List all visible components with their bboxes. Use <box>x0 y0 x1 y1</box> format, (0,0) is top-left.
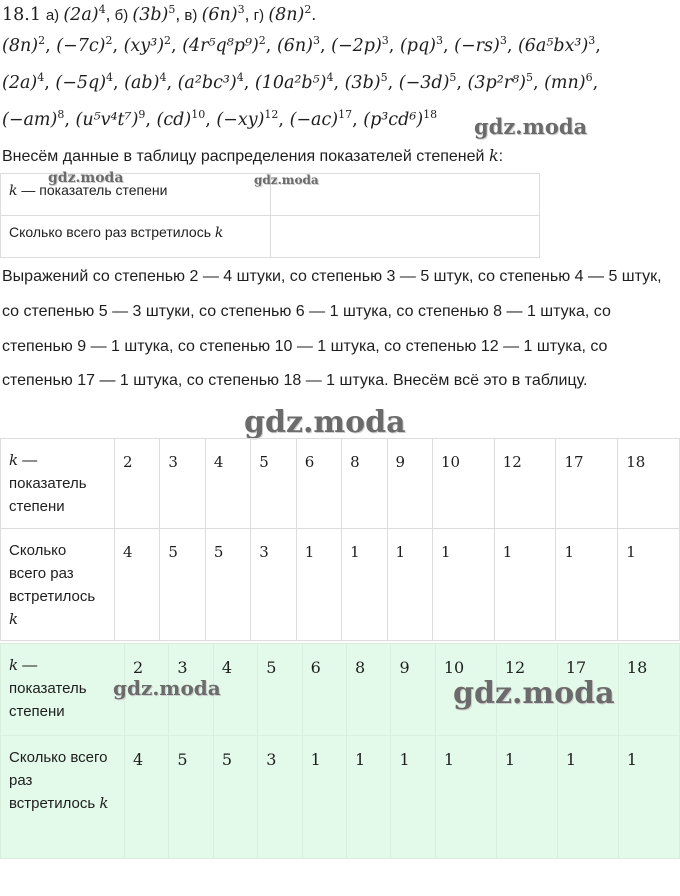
expression <box>178 73 244 93</box>
expression <box>277 36 320 56</box>
expression <box>76 110 146 130</box>
empty-cell <box>271 216 540 258</box>
task-parts: а) $(2a)^4$, б) $(3b)^5$, в) $(6n)^3$, г) $(8n)^2$. <box>45 3 317 25</box>
task-number: 18.1 <box>2 5 41 25</box>
expression-base: (−2p) <box>331 36 382 56</box>
expression <box>2 110 64 130</box>
count-cell: 1 <box>496 736 557 859</box>
expression-exponent: 3 <box>237 3 245 17</box>
summary-text: Выражений со степенью 2 — 4 штуки, со степенью 3 — 5 штук, со степенью 4 — 5 штук, со степенью 5 — 3 штуки, со степенью 6 — 1 штука, со степенью 8 — 1 штука, со степенью 9 — 1 штука, со степенью 10 — 1 штука, со степенью 12 — 1 штука, со степенью 17 — 1 штука, со степенью 18 — 1 штука. Внесём всё это в таблицу. <box>2 268 662 390</box>
exponent-cell: 2 <box>125 644 169 736</box>
exponent-cell: 5 <box>251 439 296 529</box>
row-label-text: Сколько всего раз встретилось <box>9 542 96 605</box>
expression-exponent: 3 <box>588 34 596 48</box>
expression <box>56 36 112 56</box>
exponent-cell: 9 <box>387 439 432 529</box>
watermark-3: gdz.moda <box>254 173 319 187</box>
count-cell: 5 <box>213 736 257 859</box>
expression <box>124 36 171 56</box>
expression-exponent: 3 <box>381 34 389 48</box>
count-cell: 5 <box>205 529 250 641</box>
expression <box>255 73 334 93</box>
watermark-1: gdz.moda <box>474 114 588 139</box>
expression-exponent: 8 <box>57 108 65 122</box>
expression <box>63 5 105 25</box>
var-k: k <box>214 225 224 241</box>
exponent-cell: 12 <box>496 644 557 736</box>
var-k: k <box>9 610 19 628</box>
expression-exponent: 9 <box>138 108 146 122</box>
exponent-cell: 10 <box>432 439 494 529</box>
row-label-exponent <box>1 644 125 736</box>
exponent-cell: 9 <box>391 644 435 736</box>
expression-exponent: 5 <box>168 3 176 17</box>
expression-base: (−5q) <box>55 73 107 93</box>
expression <box>216 110 278 130</box>
exponent-cell: 10 <box>435 644 496 736</box>
count-cell: 1 <box>387 529 432 641</box>
count-cell: 1 <box>435 736 496 859</box>
expression-base: (8n) <box>268 5 305 25</box>
expression <box>124 73 166 93</box>
count-cell: 3 <box>258 736 302 859</box>
var-k: k <box>9 451 19 469</box>
expression <box>400 36 443 56</box>
expression-exponent: 5 <box>380 71 388 85</box>
expression <box>399 73 457 93</box>
exponent-cell: 2 <box>115 439 160 529</box>
expression-base: (6n) <box>276 36 313 56</box>
intro-var: k <box>488 146 499 165</box>
exponent-cell: 12 <box>494 439 556 529</box>
expression <box>157 110 206 130</box>
exponent-cell: 18 <box>618 644 679 736</box>
exponent-cell: 6 <box>302 644 346 736</box>
part-label: а) <box>45 7 64 24</box>
expression-base: (−xy) <box>216 110 265 130</box>
expression <box>454 36 507 56</box>
watermark-5: gdz.moda <box>113 676 221 700</box>
table-row <box>1 439 680 529</box>
count-cell: 1 <box>494 529 556 641</box>
row-label-text: Сколько всего раз встретилось <box>9 224 211 240</box>
var-k: k <box>99 794 109 812</box>
expression-exponent: 2 <box>304 3 312 17</box>
expression <box>468 73 533 93</box>
expression-exponent: 12 <box>264 108 279 122</box>
expression-exponent: 17 <box>338 108 353 122</box>
var-k: k <box>9 656 19 674</box>
count-cell: 3 <box>251 529 296 641</box>
exponent-cell: 18 <box>618 439 680 529</box>
exponent-cell: 6 <box>296 439 341 529</box>
row-label-text: — показатель степени <box>21 182 168 198</box>
expression <box>518 36 595 56</box>
expression-exponent: 3 <box>436 34 443 48</box>
expression-base: (pq) <box>399 36 436 56</box>
result-table <box>0 438 680 641</box>
row-label-exponent <box>1 439 115 529</box>
expression-base: (3b) <box>132 5 169 25</box>
expression-base: (2a) <box>2 73 38 93</box>
watermark-2: gdz.moda <box>48 170 124 186</box>
expression-list-line-2: $(2a)^4$, $(-5q)^4$, (ab)$^4$, $(a^2bc^3)^4$, $(10a^2b^5)^4$, $(3b)^5$, $(-3d)^5$, $(3p^2r^8)^5$, (mn)$^6$, <box>2 71 599 93</box>
table-row <box>1 736 680 859</box>
expression-list-line-1: $(8n)^2$, $(-7c)^2$, $(xy^3)^2$, $(4r^5q^8p^9)^2$, $(6n)^3$, $(-2p)^3$, (pq)$^3$, $(-rs)^3$, $(6a^5bx^3)^3$, <box>2 34 601 56</box>
watermark-6: gdz.moda <box>453 676 615 711</box>
expression-base: (−3d) <box>398 73 450 93</box>
expression <box>363 110 437 130</box>
exponent-cell: 8 <box>347 644 391 736</box>
expression <box>2 73 44 93</box>
count-cell: 1 <box>556 529 618 641</box>
row-label-count <box>1 736 125 859</box>
exponent-cell: 4 <box>213 644 257 736</box>
exponent-cell: 5 <box>258 644 302 736</box>
count-cell: 1 <box>347 736 391 859</box>
expression <box>331 36 389 56</box>
expression-exponent: 4 <box>159 71 167 85</box>
row-label-count <box>1 529 115 641</box>
exponent-cell: 17 <box>557 644 618 736</box>
exponent-cell: 4 <box>205 439 250 529</box>
count-cell: 1 <box>342 529 387 641</box>
expression-exponent: 3 <box>313 34 320 48</box>
exponent-cell: 17 <box>556 439 618 529</box>
expression-exponent: 2 <box>164 34 172 48</box>
expression-base: (a²bc³) <box>177 73 237 93</box>
count-cell: 4 <box>125 736 169 859</box>
count-cell: 1 <box>557 736 618 859</box>
expression-exponent: 2 <box>38 34 46 48</box>
expression-exponent: 4 <box>326 71 334 85</box>
expression <box>268 5 311 25</box>
expression <box>55 73 113 93</box>
expression-base: (−7c) <box>56 36 106 56</box>
expression-base: (10a²b⁵) <box>254 73 327 93</box>
expression-base: (mn) <box>544 73 586 93</box>
expression-base: (8n) <box>2 36 39 56</box>
expression-exponent: 18 <box>423 108 438 122</box>
expression-exponent: 5 <box>449 71 457 85</box>
expression <box>290 110 353 130</box>
expression <box>2 36 45 56</box>
count-cell: 1 <box>618 736 679 859</box>
expression-base: (u⁵v⁴t⁷) <box>75 110 139 130</box>
expression-exponent: 5 <box>525 71 533 85</box>
expression <box>544 73 593 93</box>
part-label: б) <box>110 7 133 24</box>
expression-exponent: 6 <box>585 71 593 85</box>
expression <box>182 36 266 56</box>
count-cell: 1 <box>296 529 341 641</box>
part-label: в) <box>180 7 202 24</box>
expression-base: (xy³) <box>123 36 165 56</box>
count-cell: 1 <box>618 529 680 641</box>
expression-exponent: 2 <box>105 34 113 48</box>
expression-base: (3p²r⁸) <box>467 73 526 93</box>
expression-base: (−ac) <box>289 110 339 130</box>
expression-exponent: 3 <box>499 34 507 48</box>
count-cell: 1 <box>391 736 435 859</box>
expression-exponent: 4 <box>37 71 45 85</box>
intro-text-content: Внесём данные в таблицу распределения показателей степеней <box>2 148 485 165</box>
intro-text: Внесём данные в таблицу распределения показателей степеней k: <box>2 146 504 165</box>
expression-exponent: 4 <box>236 71 244 85</box>
expression-exponent: 2 <box>258 34 266 48</box>
count-cell: 1 <box>302 736 346 859</box>
expression <box>202 5 245 25</box>
row-label-text: — показатель степени <box>9 657 87 720</box>
exponent-cell: 3 <box>169 644 213 736</box>
expression-base: (ab) <box>124 73 160 93</box>
count-cell: 5 <box>160 529 205 641</box>
watermark-4: gdz.moda <box>244 405 406 440</box>
expression-base: (2a) <box>63 5 99 25</box>
expression-base: (−rs) <box>454 36 500 56</box>
expression-base: (−am) <box>2 110 58 130</box>
expression-exponent: 10 <box>191 108 206 122</box>
expression-base: (6n) <box>201 5 238 25</box>
row-label-count <box>1 216 271 258</box>
part-label: г) <box>249 7 269 24</box>
exponent-cell: 8 <box>342 439 387 529</box>
table-row <box>1 216 540 258</box>
table-row <box>1 529 680 641</box>
row-label-exponent <box>1 174 271 216</box>
count-cell: 4 <box>115 529 160 641</box>
task-header <box>2 4 316 25</box>
var-k: k <box>9 183 18 199</box>
row-label-text: Сколько всего раз встретилось <box>9 749 108 812</box>
expression-base: (3b) <box>344 73 381 93</box>
expression-base: (p³cd⁶) <box>363 110 424 130</box>
count-cell: 1 <box>432 529 494 641</box>
expression-base: (4r⁵q⁸p⁹) <box>182 36 259 56</box>
expression-exponent: 4 <box>106 71 114 85</box>
expression <box>132 5 175 25</box>
expression-exponent: 4 <box>98 3 106 17</box>
row-label-text: — показатель степени <box>9 452 87 515</box>
count-cell: 5 <box>169 736 213 859</box>
expression-base: (cd) <box>156 110 192 130</box>
expression-list-line-3: $(-am)^8$, $(u^5v^4t^7)^9$, (cd)$^{10}$, $(-xy)^{12}$, $(-ac)^{17}$, $(p^3cd^6)^{18}$ <box>2 108 438 130</box>
expression <box>345 73 388 93</box>
exponent-cell: 3 <box>160 439 205 529</box>
expression-base: (6a⁵bx³) <box>517 36 589 56</box>
